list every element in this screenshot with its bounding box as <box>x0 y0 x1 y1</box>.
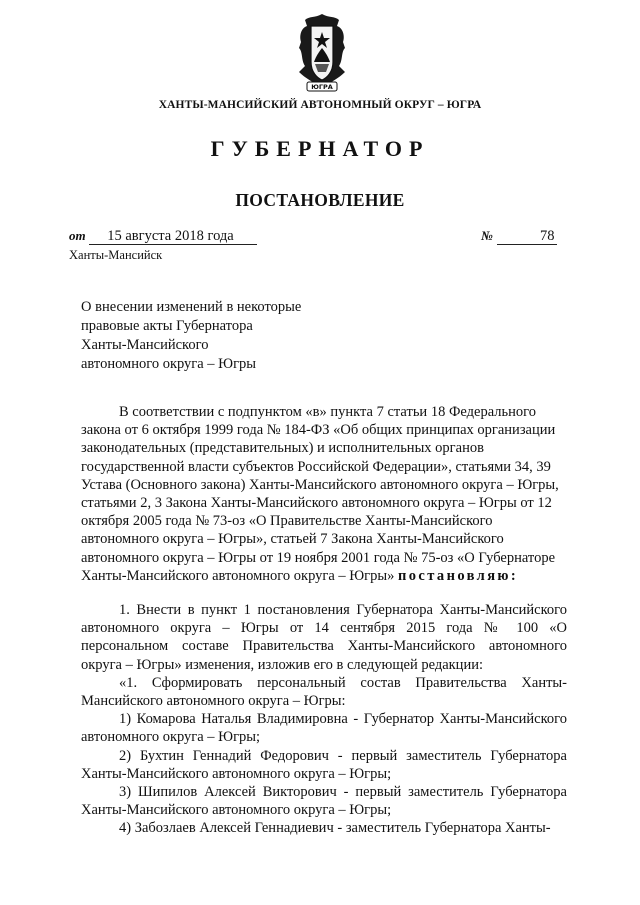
subject-line: О внесении изменений в некоторые <box>81 299 302 315</box>
decree-colon: : <box>510 567 519 584</box>
member-item: 4) Забозлаев Алексей Геннадиевич - заместитель Губернатора Ханты- <box>119 820 551 837</box>
member-item: 3) Шипилов Алексей Викторович - первый заместитель Губернатора Ханты-Мансийского автономного округа – Югры; <box>81 784 567 819</box>
preamble-text: В соответствии с подпунктом «в» пункта 7 статьи 18 Федерального закона от 6 октября 1999 года № 184-ФЗ «Об общих принципах организации законодательных (представительных) и исполнительных органов государственной власти субъектов Российской Федерации», статьями 34, 39 Устава (Основного закона) Ханты-Мансийского автономного округа – Югры, статьями 2, 3 Закона Ханты-Мансийского автономного округа – Югры от 12 октября 2005 года № 73-оз «О Правительстве Ханты-Мансийского автономного округа – Югры», статьей 7 Закона Ханты-Мансийского автономного округа – Югры от 19 ноября 2001 года № 75-оз «О Губернаторе Ханты-Мансийского автономного округа – Югры» <box>81 404 559 584</box>
authority-title: ГУБЕРНАТОР <box>210 136 430 161</box>
document-body <box>81 403 567 838</box>
document-subject <box>81 298 341 374</box>
coat-of-arms-emblem <box>293 12 351 98</box>
date-prefix: от <box>69 228 86 243</box>
document-type-title: ПОСТАНОВЛЕНИЕ <box>235 190 405 210</box>
subject-line: автономного округа – Югры <box>81 356 257 372</box>
decree-word: постановляю <box>397 567 511 584</box>
city-name: Ханты-Мансийск <box>69 248 163 262</box>
member-item: 1) Комарова Наталья Владимировна - Губернатор Ханты-Мансийского автономного округа – Югры; <box>81 711 567 746</box>
subject-line: правовые акты Губернатора <box>81 318 253 334</box>
item-1-paragraph: 1. Внести в пункт 1 постановления Губернатора Ханты-Мансийского автономного округа – Югры от 14 сентября 2015 года № 100 «О персональном составе Правительства Ханты-Мансийского автономного округа – Югры» изменения, изложив его в следующей редакции: <box>81 602 567 673</box>
number-prefix: № <box>481 228 493 243</box>
preamble-paragraph <box>81 403 567 585</box>
quote-intro-paragraph: «1. Сформировать персональный состав Правительства Ханты-Мансийского автономного округа – Югры: <box>81 674 567 710</box>
date-value: 15 августа 2018 года <box>89 228 257 245</box>
date-field <box>69 228 257 245</box>
region-title: ХАНТЫ-МАНСИЙСКИЙ АВТОНОМНЫЙ ОКРУГ – ЮГРА <box>158 99 482 111</box>
emblem-ribbon-label: ЮГРА <box>311 83 333 92</box>
subject-line: Ханты-Мансийского <box>81 337 209 353</box>
number-field <box>481 228 557 245</box>
member-item: 2) Бухтин Геннадий Федорович - первый заместитель Губернатора Ханты-Мансийского автономного округа – Югры; <box>81 747 567 782</box>
number-value: 78 <box>497 228 557 245</box>
